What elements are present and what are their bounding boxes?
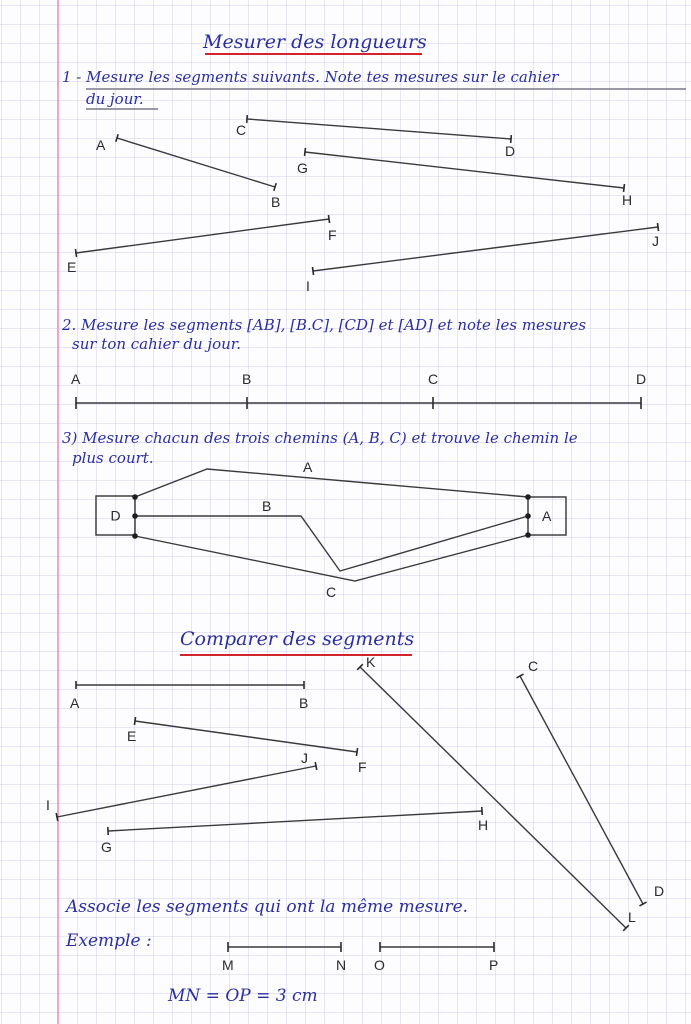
- endpoint-tick: [657, 223, 658, 231]
- endpoint-tick: [511, 135, 512, 143]
- svg-text:Mesurer des longueurs: Mesurer des longueurs: [203, 31, 427, 53]
- point-label-l: L: [628, 909, 636, 925]
- point-label-k: K: [366, 654, 376, 670]
- path-endpoint-dot: [132, 533, 138, 539]
- endpoint-tick: [305, 148, 306, 156]
- path-label: B: [262, 498, 272, 514]
- box-label: A: [542, 508, 552, 524]
- path-endpoint-dot: [525, 532, 531, 538]
- point-label-p: P: [489, 957, 499, 973]
- path-endpoint-dot: [525, 494, 531, 500]
- point-label-i: I: [46, 797, 50, 813]
- path-label: C: [326, 584, 337, 600]
- example-result: MN = OP = 3 cm: [168, 986, 318, 1006]
- point-label-b: B: [242, 371, 252, 387]
- endpoint-tick: [312, 267, 313, 275]
- section-title: Comparer des segments: [180, 628, 415, 650]
- point-label-c: C: [428, 371, 439, 387]
- point-label-i: I: [306, 278, 310, 294]
- point-label-e: E: [127, 728, 137, 744]
- exercise-2-instruction-line-2: sur ton cahier du jour.: [72, 335, 242, 353]
- endpoint-tick: [624, 184, 625, 192]
- point-label-h: H: [622, 192, 633, 208]
- point-label-d: D: [636, 371, 647, 387]
- path-label: A: [303, 459, 313, 475]
- point-label-g: G: [101, 839, 112, 855]
- exercise-3-instruction-line-2: plus court.: [72, 449, 154, 467]
- path-endpoint-dot: [132, 513, 138, 519]
- exercise-1-instruction-line-1: 1 - Mesure les segments suivants. Note tes mesures sur le cahier: [62, 68, 559, 86]
- point-label-b: B: [271, 194, 281, 210]
- point-label-a: A: [70, 695, 80, 711]
- point-label-n: N: [336, 957, 347, 973]
- point-label-f: F: [328, 227, 337, 243]
- point-label-o: O: [374, 957, 385, 973]
- point-label-j: J: [301, 750, 308, 766]
- endpoint-tick: [328, 215, 329, 223]
- point-label-d: D: [654, 883, 665, 899]
- path-endpoint-dot: [525, 513, 531, 519]
- point-label-b: B: [299, 695, 309, 711]
- endpoint-tick: [134, 717, 135, 725]
- point-label-g: G: [297, 160, 308, 176]
- point-label-c: C: [528, 658, 539, 674]
- box-label: D: [110, 507, 121, 524]
- point-label-e: E: [67, 259, 77, 275]
- endpoint-tick: [356, 748, 357, 756]
- point-label-a: A: [71, 371, 81, 387]
- point-label-c: C: [236, 122, 247, 138]
- point-label-m: M: [222, 957, 234, 973]
- point-label-j: J: [652, 233, 659, 249]
- page-title: [202, 31, 427, 54]
- exercise-3-instruction-line-1: 3) Mesure chacun des trois chemins (A, B, C) et trouve le chemin le: [62, 429, 578, 447]
- endpoint-tick: [75, 249, 76, 257]
- point-label-f: F: [358, 759, 367, 775]
- endpoint-tick: [247, 115, 248, 123]
- compare-instruction: Associe les segments qui ont la même mesure.: [66, 897, 469, 917]
- exercise-2-instruction-line-1: 2. Mesure les segments [AB], [B.C], [CD] et [AD] et note les mesures: [62, 316, 587, 334]
- point-label-d: D: [505, 143, 516, 159]
- point-label-h: H: [478, 817, 489, 833]
- exercise-1-instruction-line-2: du jour.: [86, 90, 144, 108]
- path-endpoint-dot: [132, 494, 138, 500]
- example-label: Exemple :: [66, 931, 152, 951]
- point-label-a: A: [96, 137, 106, 153]
